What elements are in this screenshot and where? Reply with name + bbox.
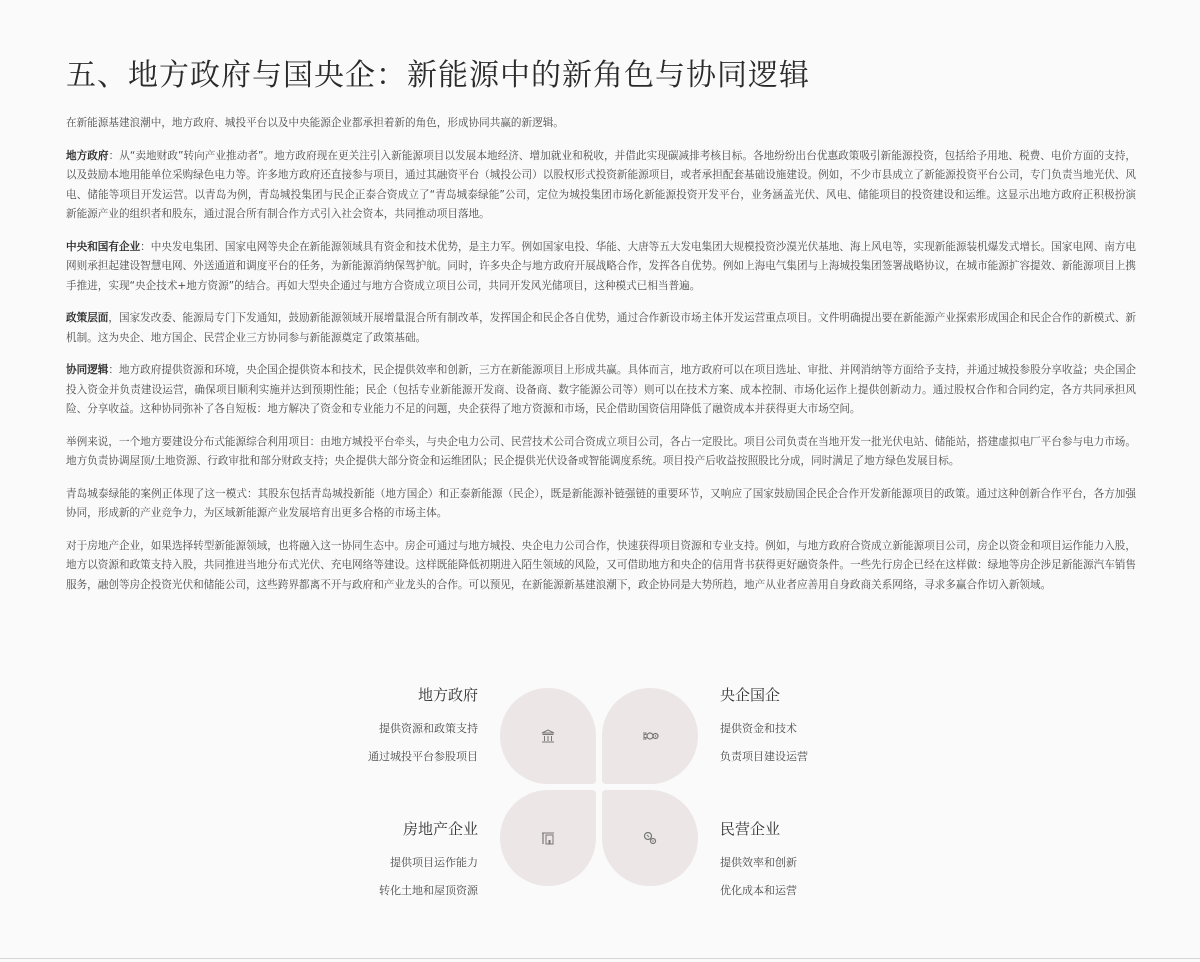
paragraph-policy: 政策层面，国家发改委、能源局专门下发通知，鼓励新能源领域开展增量混合所有制改革，发挥国企和民企各自优势，通过合作新设市场主体开发运营重点项目。文件明确提出要在新能源产业探索形成国企和民企合作的新模式、新机制。这为央企、地方国企、民营企业三方协同参与新能源奠定了政策基础。 — [66, 312, 1137, 344]
paragraph-lead: 中央和国有企业 — [66, 240, 141, 253]
petal-local-government — [500, 688, 596, 784]
petal-private-enterprise — [602, 790, 698, 886]
group-local-government — [298, 684, 478, 771]
innovation-icon — [642, 830, 658, 846]
group-item: 提供资金和技术 — [720, 722, 797, 735]
article-body — [66, 114, 1136, 608]
petal-central-soe — [602, 688, 698, 784]
group-item: 转化土地和屋顶资源 — [379, 884, 478, 897]
paragraph-central-soe: 中央和国有企业：中央发电集团、国家电网等央企在新能源领域具有资金和技术优势，是主力军。例如国家电投、华能、大唐等五大发电集团大规模投资沙漠光伏基地、海上风电等，实现新能源装机爆发式增长。国家电网、南方电网则承担起建设智慧电网、外送通道和调度平台的任务，为新能源消纳保驾护航。同时，许多央企与地方政府开展战略合作，发挥各自优势。例如上海电气集团与上海城投集团签署战略协议，在城市能源扩容提效、新能源项目上携手推进，实现“央企技术+地方资源”的结合。再如大型央企通过与地方合资成立项目公司，共同开发风光储项目，这种模式已相当普遍。 — [66, 240, 1137, 292]
building-icon — [540, 830, 556, 846]
paragraph-local-government: 地方政府：从“卖地财政”转向产业推动者”。地方政府现在更关注引入新能源项目以发展本地经济、增加就业和税收，并借此实现碳减排考核目标。各地纷纷出台优惠政策吸引新能源投资，包括给予用地、税费、电价方面的支持，以及鼓励本地用能单位采购绿色电力等。许多地方政府还直接参与项目，通过其融资平台（城投公司）以股权形式投资新能源项目，或者承担配套基础设施建设。例如，不少市县成立了新能源投资平台公司，专门负责当地光伏、风电、储能等项目开发运营。以青岛为例，青岛城投集团与民企正泰合资成立了“青岛城泰绿能”公司，定位为城投集团市场化新能源投资开发平台，业务涵盖光伏、风电、储能项目的投资建设和运维。这显示出地方政府正积极扮演新能源产业的组织者和股东，通过混合所有制合作方式引入社会资本，共同推动项目落地。 — [66, 149, 1137, 220]
group-private-enterprise — [720, 818, 900, 905]
paragraph-synergy-logic: 协同逻辑：地方政府提供资源和环境，央企国企提供资本和技术，民企提供效率和创新，三方在新能源项目上形成共赢。具体而言，地方政府可以在项目选址、审批、并网消纳等方面给予支持，并通过城投参股分享收益；央企国企投入资金并负责建设运营，确保项目顺利实施并达到预期性能；民企（包括专业新能源开发商、设备商、数字能源公司等）则可以在技术方案、成本控制、市场化运作上提供创新动力。通过股权合作和合同约定，各方共同承担风险、分享收益。这种协同弥补了各自短板：地方解决了资金和专业能力不足的问题，央企获得了地方资源和市场，民企借助国资信用降低了融资成本并获得更大市场空间。 — [66, 364, 1137, 415]
group-item: 提供效率和创新 — [720, 856, 797, 869]
paragraph-real-estate: 对于房地产企业，如果选择转型新能源领域，也将融入这一协同生态中。房企可通过与地方城投、央企电力公司合作，快速获得项目资源和专业支持。例如，与地方政府合资成立新能源项目公司，房企以资金和项目运作能力入股，地方以资源和政策支持入股，共同推进当地分布式光伏、充电网络等建设。这样既能降低初期进入陌生领域的风险，又可借助地方和央企的信用背书获得更好融资条件。一些先行房企已经在这样做：绿地等房企涉足新能源汽车销售服务，融创等房企投资光伏和储能公司，这些跨界都离不开与政府和产业龙头的合作。可以预见，在新能源新基建浪潮下，政企协同是大势所趋，地产从业者应善用自身政商关系网络，寻求多赢合作切入新领域。 — [66, 539, 1136, 591]
group-item: 优化成本和运营 — [720, 884, 797, 897]
paragraph-example: 举例来说，一个地方要建设分布式能源综合利用项目：由地方城投平台牵头，与央企电力公司、民营技术公司合资成立项目公司，各占一定股比。项目公司负责在当地开发一批光伏电站、储能站，搭建虚拟电厂平台参与电力市场。地方负责协调屋顶/土地资源、行政审批和部分财政支持；央企提供大部分资金和运维团队；民企提供光伏设备或智能调度系统。项目投产后收益按照股比分成，同时满足了地方绿色发展目标。 — [66, 435, 1136, 467]
group-title: 央企国企 — [720, 686, 781, 704]
group-item: 提供项目运作能力 — [390, 856, 478, 869]
group-central-soe — [720, 684, 900, 771]
synergy-diagram — [0, 670, 1200, 900]
paragraph-lead: 协同逻辑 — [66, 364, 109, 376]
group-item: 通过城投平台参股项目 — [368, 750, 478, 763]
petal-real-estate — [500, 790, 596, 886]
paragraph-qingdao-case: 青岛城泰绿能的案例正体现了这一模式：其股东包括青岛城投新能（地方国企）和正泰新能源（民企），既是新能源补链强链的重要环节，又响应了国家鼓励国企民企合作开发新能源项目的政策。通过这种创新合作平台，各方加强协同，形成新的产业竞争力，为区域新能源产业发展培育出更多合格的市场主体。 — [66, 487, 1136, 519]
bottom-divider — [0, 958, 1200, 959]
group-item: 提供资源和政策支持 — [379, 722, 478, 735]
page-title: 五、地方政府与国央企：新能源中的新角色与协同逻辑 — [66, 58, 810, 93]
paragraph-lead: 地方政府 — [66, 149, 109, 162]
group-title: 地方政府 — [417, 686, 478, 704]
paragraph-intro: 在新能源基建浪潮中，地方政府、城投平台以及中央能源企业都承担着新的角色，形成协同共赢的新逻辑。 — [66, 117, 564, 129]
government-building-icon — [540, 728, 556, 744]
group-item: 负责项目建设运营 — [720, 750, 808, 763]
gears-icon — [642, 728, 660, 744]
group-real-estate — [298, 818, 478, 905]
paragraph-lead: 政策层面 — [66, 312, 109, 324]
group-title: 房地产企业 — [402, 820, 478, 838]
group-title: 民营企业 — [720, 820, 781, 838]
